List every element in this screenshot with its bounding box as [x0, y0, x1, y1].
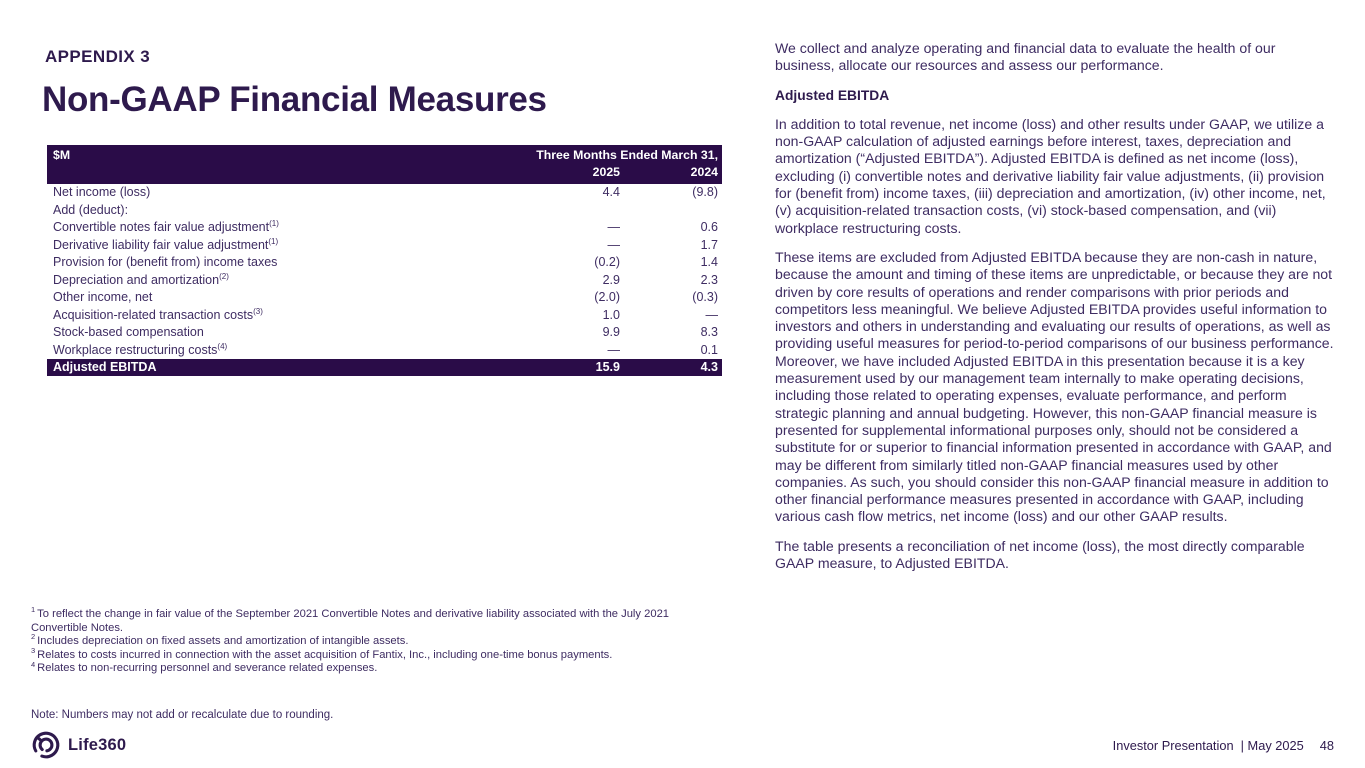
row-value-2024: [620, 202, 718, 220]
row-value-2025: 1.0: [602, 307, 620, 322]
unit-label: $M: [53, 148, 71, 162]
presentation-label: Investor Presentation | May 2025: [1112, 738, 1304, 753]
footnote: $^3$ Relates to costs incurred in connection with the asset acquisition of Fantix, Inc., including one-time bonus payments.: [31, 646, 613, 661]
body-paragraph-3: These items are excluded from Adjusted EBITDA because they are non-cash in nature, because the amount and timing of these items are unpredictable, or because they are not driven by core results of operations and render comparisons with prior periods and competitors less meaningful. We believe Adjusted EBITDA provides useful information to investors and others in understanding and evaluating our results of operations, as well as providing useful measures for period-to-period comparisons of our business performance. Moreover, we have included Adjusted EBITDA in this presentation because it is a key measurement used by our management team internally to make operating decisions, including those related to operating expenses, evaluate performance, and perform strategic planning and annual budgeting. However, this non-GAAP financial measure is presented for supplemental informational purposes only, should not be considered a substitute for or superior to financial information presented in accordance with GAAP, and may be different from similarly titled non-GAAP financial measures used by other companies. As such, you should consider this non-GAAP financial measure in addition to other financial performance measures presented in accordance with GAAP, including various cash flow metrics, net income (loss) and our other GAAP results.: [775, 248, 1334, 525]
body-paragraph-4: The table presents a reconciliation of net income (loss), the most directly comparable GAAP measure, to Adjusted EBITDA.: [775, 537, 1305, 572]
row-label: Depreciation and amortization$^{(2)}$: [53, 271, 229, 287]
row-label: Other income, net: [53, 290, 153, 304]
body-text-column: [775, 40, 1334, 584]
table-row: [47, 324, 722, 342]
table-row: [47, 237, 722, 255]
row-label: Convertible notes fair value adjustment$^{(1)}$: [53, 218, 279, 234]
row-label-superscript: (1): [269, 218, 279, 228]
brand-wordmark: Life360: [68, 735, 127, 754]
body-heading-adjusted-ebitda: Adjusted EBITDA: [775, 87, 890, 103]
body-paragraph-2: In addition to total revenue, net income (loss) and other results under GAAP, we utilize a non-GAAP calculation of adjusted earnings before interest, taxes, depreciation and amortization (“Adjusted EBITDA”). Adjusted EBITDA is defined as net income (loss), excluding (i) convertible notes and derivative liability fair value adjustments, (ii) provision for (benefit from) income taxes, (iii) depreciation and amortization, (iv) other income, net, (v) acquisition-related transaction costs, (vi) stock-based compensation, and (vii) workplace restructuring costs.: [775, 115, 1326, 236]
row-label-superscript: (4): [217, 341, 228, 351]
row-value-2024: 1.4: [700, 255, 718, 269]
row-value-2025: (0.2): [594, 255, 620, 269]
row-value-2024: 8.3: [700, 325, 718, 339]
row-label: Provision for (benefit from) income taxes: [53, 255, 278, 269]
row-value-2025: —: [607, 220, 620, 234]
row-value-2025: 2.9: [602, 272, 620, 287]
footnotes: [31, 605, 691, 676]
column-header-2025: 2025: [592, 165, 620, 179]
row-value-2025: [525, 202, 620, 220]
row-label: Net income (loss): [53, 185, 151, 199]
reconciliation-table: [47, 145, 722, 376]
total-value-2025: 15.9: [595, 360, 620, 374]
row-value-2024: 0.1: [700, 342, 718, 357]
table-row: [47, 219, 722, 237]
row-label: Acquisition-related transaction costs$^{(3)}$: [53, 306, 263, 322]
row-value-2024: —: [705, 307, 718, 322]
row-label-superscript: (3): [253, 306, 263, 316]
brand-footer: [31, 730, 126, 760]
row-value-2024: (0.3): [692, 290, 718, 304]
footnote: $^4$ Relates to non-recurring personnel and severance related expenses.: [31, 659, 378, 675]
footer-meta: [1113, 738, 1334, 753]
table-header: [47, 145, 722, 184]
appendix-label: APPENDIX 3: [45, 47, 151, 66]
row-value-2024: 0.6: [700, 220, 718, 234]
row-value-2025: 4.4: [602, 185, 620, 199]
table-row: [47, 184, 722, 202]
row-label: Workplace restructuring costs$^{(4)}$: [53, 341, 228, 357]
table-row: [47, 202, 722, 220]
footnote: $^1$ To reflect the change in fair value of the September 2021 Convertible Notes and derivative liability associated with the July 2021 Convertible Notes.: [31, 605, 670, 634]
row-label-superscript: (1): [268, 236, 279, 246]
footnote: $^2$ Includes depreciation on fixed assets and amortization of intangible assets.: [31, 632, 409, 648]
table-row: [47, 254, 722, 272]
table-row: [47, 342, 722, 360]
row-value-2024: 2.3: [700, 272, 718, 287]
row-value-2025: (2.0): [594, 290, 620, 304]
life360-logo-icon: [31, 730, 61, 760]
column-header-2024: 2024: [690, 165, 718, 179]
row-label-superscript: (2): [219, 271, 229, 281]
total-value-2024: 4.3: [700, 360, 718, 374]
row-label: Stock-based compensation: [53, 325, 204, 339]
page-number: 48: [1319, 738, 1334, 753]
table-row: [47, 272, 722, 290]
row-value-2025: —: [607, 342, 620, 357]
body-paragraph-1: We collect and analyze operating and financial data to evaluate the health of our business, allocate our resources and assess our performance.: [775, 40, 1276, 74]
row-value-2024: (9.8): [692, 185, 718, 199]
row-label: Add (deduct):: [53, 202, 129, 217]
table-row: [47, 307, 722, 325]
table-row: [47, 289, 722, 307]
row-value-2025: —: [607, 237, 620, 252]
page-title: Non-GAAP Financial Measures: [42, 80, 547, 119]
table-total-row: [47, 359, 722, 376]
row-value-2024: 1.7: [700, 237, 718, 252]
total-row-label: Adjusted EBITDA: [53, 360, 157, 374]
period-header: Three Months Ended March 31,: [536, 148, 718, 162]
rounding-note: Note: Numbers may not add or recalculate due to rounding.: [31, 709, 334, 721]
row-label: Derivative liability fair value adjustment$^{(1)}$: [53, 236, 279, 252]
row-value-2025: 9.9: [602, 325, 620, 339]
